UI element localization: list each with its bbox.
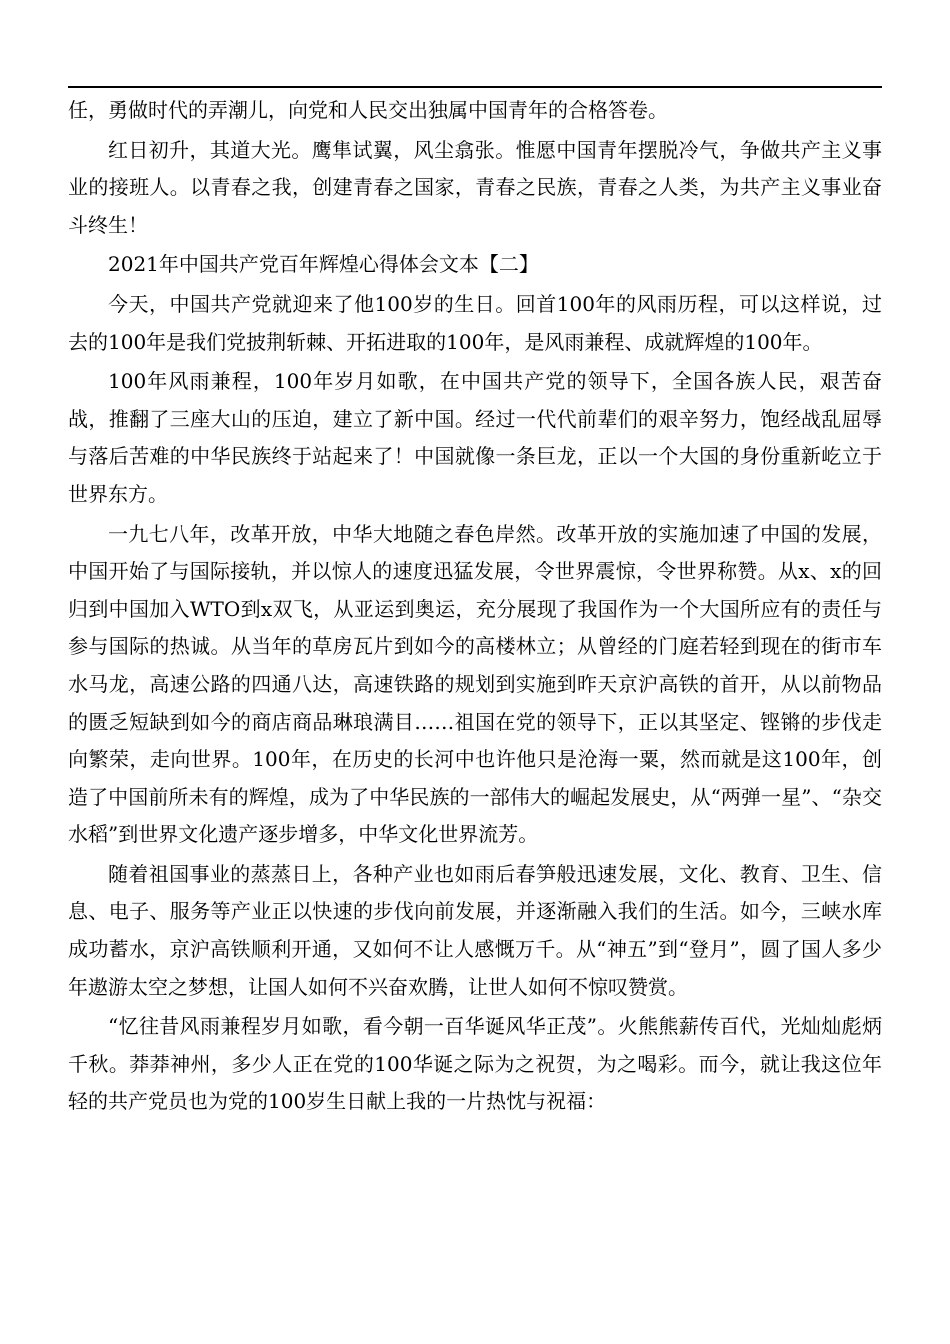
paragraph: 100年风雨兼程，100年岁月如歌，在中国共产党的领导下，全国各族人民，艰苦奋战，推翻了三座大山的压迫，建立了新中国。经过一代代前辈们的艰辛努力，饱经战乱屈辱与落后苦难的中华民族终于站起来了！中国就像一条巨龙，正以一个大国的身份重新屹立于世界东方。 xyxy=(68,369,882,506)
section-heading: 2021年中国共产党百年辉煌心得体会文本【二】 xyxy=(108,252,539,277)
paragraph: 红日初升，其道大光。鹰隼试翼，风尘翕张。惟愿中国青年摆脱冷气，争做共产主义事业的接班人。以青春之我，创建青春之国家，青春之民族，青春之人类，为共产主义事业奋斗终生！ xyxy=(68,137,882,237)
paragraph-continuation: 任，勇做时代的弄潮儿，向党和人民交出独属中国青年的合格答卷。 xyxy=(68,98,668,122)
header-rule xyxy=(68,86,882,88)
paragraph: 今天，中国共产党就迎来了他100岁的生日。回首100年的风雨历程，可以这样说，过去的100年是我们党披荆斩棘、开拓进取的100年，是风雨兼程、成就辉煌的100年。 xyxy=(68,291,882,354)
document-body xyxy=(68,92,882,1123)
paragraph: 随着祖国事业的蒸蒸日上，各种产业也如雨后春笋般迅速发展，文化、教育、卫生、信息、电子、服务等产业正以快速的步伐向前发展，并逐渐融入我们的生活。如今，三峡水库成功蓄水，京沪高铁顺利开通，又如何不让人感慨万千。从“神五”到“登月”，圆了国人多少年遨游太空之梦想，让国人如何不兴奋欢腾，让世人如何不惊叹赞赏。 xyxy=(68,861,882,999)
paragraph: “忆往昔风雨兼程岁月如歌，看今朝一百华诞风华正茂”。火熊熊薪传百代，光灿灿彪炳千秋。莽莽神州，多少人正在党的100华诞之际为之祝贺，为之喝彩。而今，就让我这位年轻的共产党员也为党的100岁生日献上我的一片热忱与祝福： xyxy=(68,1014,882,1114)
paragraph: 一九七八年，改革开放，中华大地随之春色岸然。改革开放的实施加速了中国的发展，中国开始了与国际接轨，并以惊人的速度迅猛发展，令世界震惊，令世界称赞。从x、x的回归到中国加入WTO到x双飞，从亚运到奥运，充分展现了我国作为一个大国所应有的责任与参与国际的热诚。从当年的草房瓦片到如今的高楼林立；从曾经的门庭若轻到现在的街市车水马龙，高速公路的四通八达，高速铁路的规划到实施到昨天京沪高铁的首开，从以前物品的匮乏短缺到如今的商店商品琳琅满目……祖国在党的领导下，正以其坚定、铿锵的步伐走向繁荣，走向世界。100年，在历史的长河中也许他只是沧海一粟，然而就是这100年，创造了中国前所未有的辉煌，成为了中华民族的一部伟大的崛起发展史，从“两弹一星”、“杂交水稻”到世界文化遗产逐步增多，中华文化世界流芳。 xyxy=(68,521,882,847)
